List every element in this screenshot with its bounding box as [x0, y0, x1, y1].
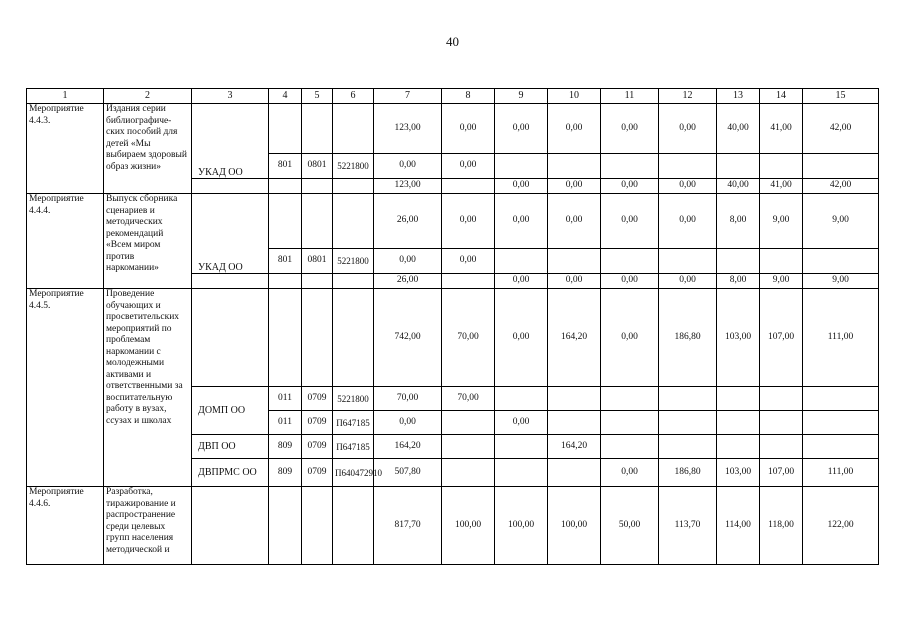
value-cell: 0,00: [495, 194, 548, 249]
value-cell: 103,00: [717, 459, 760, 487]
value-cell: 0,00: [659, 179, 717, 194]
page-number: 40: [446, 34, 459, 49]
value-cell: 0,00: [601, 194, 659, 249]
value-cell: 8,00: [717, 274, 760, 289]
value-cell: 0,00: [374, 411, 442, 435]
value-cell: 164,20: [548, 435, 601, 459]
header-cell: 12: [659, 89, 717, 104]
budget-table: [26, 88, 879, 565]
value-cell: 107,00: [760, 459, 803, 487]
agency: УКАД ОО: [192, 104, 269, 179]
value-cell: 100,00: [495, 487, 548, 565]
header-cell: 1: [27, 89, 104, 104]
code-cell: 011: [269, 387, 302, 411]
table-row: [27, 487, 879, 565]
code-cell: 0801: [302, 249, 333, 274]
value-cell: 50,00: [601, 487, 659, 565]
value-cell: 113,70: [659, 487, 717, 565]
measure-id: Мероприятие 4.4.4.: [27, 194, 104, 289]
value-cell: 742,00: [374, 289, 442, 387]
value-cell: 186,80: [659, 459, 717, 487]
value-cell: 111,00: [803, 459, 879, 487]
agency: ДВП ОО: [192, 435, 269, 459]
value-cell: 9,00: [760, 194, 803, 249]
header-cell: 5: [302, 89, 333, 104]
header-cell: 14: [760, 89, 803, 104]
value-cell: 0,00: [601, 104, 659, 154]
header-cell: 4: [269, 89, 302, 104]
header-cell: 11: [601, 89, 659, 104]
table-row: [27, 104, 879, 154]
value-cell: 111,00: [803, 289, 879, 387]
measure-id: Мероприятие 4.4.6.: [27, 487, 104, 565]
value-cell: 9,00: [760, 274, 803, 289]
code-cell: П647185: [333, 411, 374, 435]
value-cell: 114,00: [717, 487, 760, 565]
code-cell: 801: [269, 154, 302, 179]
header-cell: 15: [803, 89, 879, 104]
table-row: [27, 194, 879, 249]
value-cell: 0,00: [442, 104, 495, 154]
agency: ДВПРМС ОО: [192, 459, 269, 487]
code-cell: 5221800: [333, 387, 374, 411]
value-cell: 0,00: [601, 459, 659, 487]
value-cell: 122,00: [803, 487, 879, 565]
value-cell: 42,00: [803, 104, 879, 154]
header-cell: 13: [717, 89, 760, 104]
code-cell: 809: [269, 459, 302, 487]
value-cell: 0,00: [601, 179, 659, 194]
value-cell: 0,00: [659, 274, 717, 289]
measure-description: Разработка, тиражирование и распространение среди целевых групп населения методической и: [104, 487, 192, 565]
value-cell: 164,20: [548, 289, 601, 387]
value-cell: 0,00: [495, 104, 548, 154]
value-cell: 0,00: [548, 179, 601, 194]
value-cell: 186,80: [659, 289, 717, 387]
value-cell: 26,00: [374, 274, 442, 289]
value-cell: 0,00: [374, 154, 442, 179]
value-cell: 164,20: [374, 435, 442, 459]
header-cell: 6: [333, 89, 374, 104]
code-cell: 5221800: [333, 249, 374, 274]
value-cell: 118,00: [760, 487, 803, 565]
measure-id: Мероприятие 4.4.3.: [27, 104, 104, 194]
code-cell: 5221800: [333, 154, 374, 179]
value-cell: 40,00: [717, 104, 760, 154]
measure-description: Проведение обучающих и просветительских мероприятий по проблемам наркомании с молодежными активами и ответственными за воспитательную работу в вузах, ссузах и школах: [104, 289, 192, 487]
table-row: [27, 289, 879, 387]
value-cell: 0,00: [374, 249, 442, 274]
value-cell: 507,80: [374, 459, 442, 487]
value-cell: 70,00: [374, 387, 442, 411]
code-cell: 0709: [302, 411, 333, 435]
header-cell: 3: [192, 89, 269, 104]
code-cell: 0709: [302, 435, 333, 459]
value-cell: 0,00: [601, 289, 659, 387]
code-cell: П640472910: [333, 459, 374, 487]
value-cell: 0,00: [495, 289, 548, 387]
value-cell: 40,00: [717, 179, 760, 194]
code-cell: П647185: [333, 435, 374, 459]
value-cell: 0,00: [442, 194, 495, 249]
value-cell: 0,00: [601, 274, 659, 289]
value-cell: 0,00: [495, 411, 548, 435]
code-cell: 0709: [302, 387, 333, 411]
value-cell: 9,00: [803, 274, 879, 289]
value-cell: 123,00: [374, 104, 442, 154]
code-cell: 0801: [302, 154, 333, 179]
value-cell: 26,00: [374, 194, 442, 249]
header-cell: 8: [442, 89, 495, 104]
measure-description: Издания серии библиографиче-ских пособий для детей «Мы выбираем здоровый образ жизни»: [104, 104, 192, 194]
measure-id: Мероприятие 4.4.5.: [27, 289, 104, 487]
agency: ДОМП ОО: [192, 387, 269, 435]
value-cell: 41,00: [760, 104, 803, 154]
header-row: [27, 89, 879, 104]
header-cell: 2: [104, 89, 192, 104]
value-cell: 70,00: [442, 387, 495, 411]
value-cell: 41,00: [760, 179, 803, 194]
value-cell: 9,00: [803, 194, 879, 249]
value-cell: 70,00: [442, 289, 495, 387]
header-cell: 9: [495, 89, 548, 104]
code-cell: 011: [269, 411, 302, 435]
value-cell: 8,00: [717, 194, 760, 249]
value-cell: 0,00: [548, 194, 601, 249]
value-cell: 0,00: [495, 179, 548, 194]
code-cell: 0709: [302, 459, 333, 487]
code-cell: 801: [269, 249, 302, 274]
value-cell: 817,70: [374, 487, 442, 565]
measure-description: Выпуск сборника сценариев и методических рекомендаций «Всем миром против наркомании»: [104, 194, 192, 289]
value-cell: 0,00: [442, 249, 495, 274]
header-cell: 10: [548, 89, 601, 104]
code-cell: 809: [269, 435, 302, 459]
value-cell: 0,00: [442, 154, 495, 179]
value-cell: 0,00: [659, 104, 717, 154]
value-cell: 42,00: [803, 179, 879, 194]
value-cell: 123,00: [374, 179, 442, 194]
header-cell: 7: [374, 89, 442, 104]
value-cell: 100,00: [548, 487, 601, 565]
value-cell: 103,00: [717, 289, 760, 387]
value-cell: 0,00: [659, 194, 717, 249]
agency: УКАД ОО: [192, 194, 269, 274]
value-cell: 100,00: [442, 487, 495, 565]
value-cell: 0,00: [548, 104, 601, 154]
value-cell: 0,00: [548, 274, 601, 289]
value-cell: 0,00: [495, 274, 548, 289]
value-cell: 107,00: [760, 289, 803, 387]
